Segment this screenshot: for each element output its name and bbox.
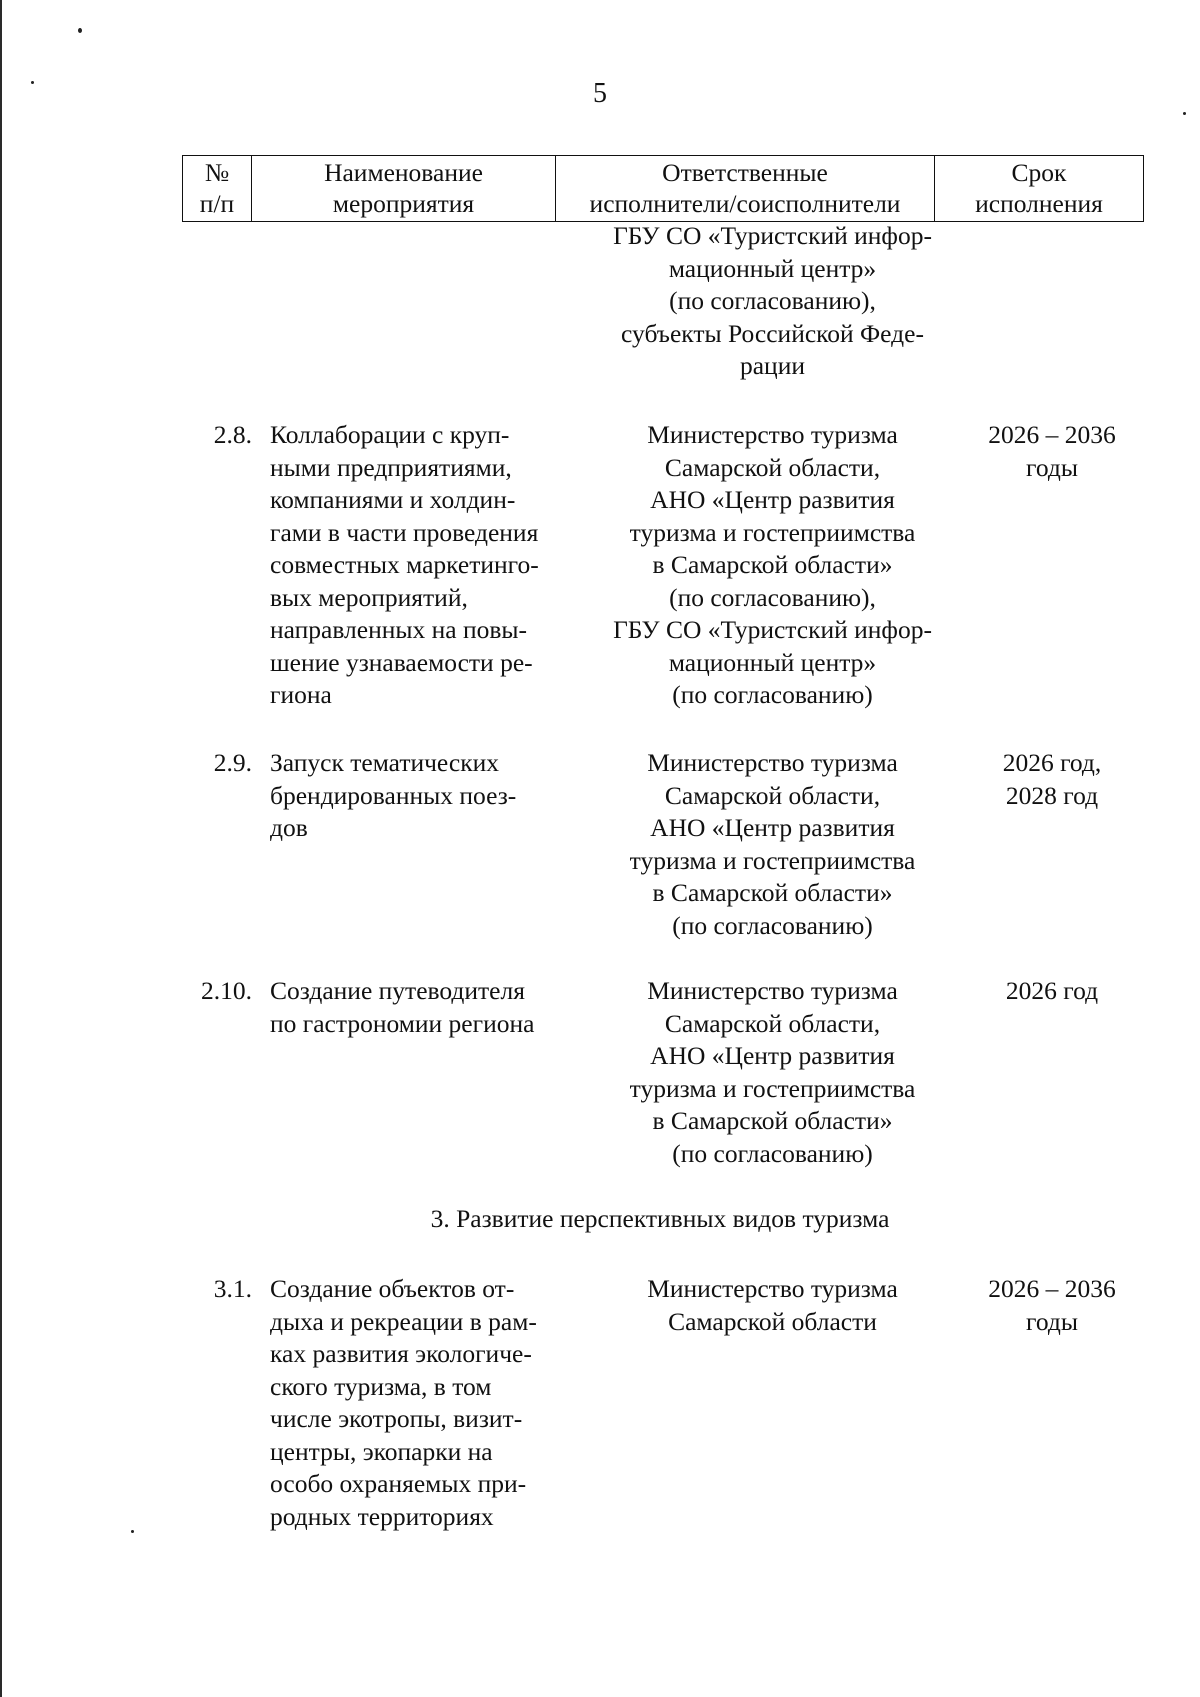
header-number: № п/п bbox=[183, 156, 252, 222]
section-title: 3. Развитие перспективных видов туризма bbox=[430, 1204, 890, 1233]
scan-speck bbox=[1183, 112, 1186, 115]
row-number: 2.10. bbox=[201, 976, 252, 1005]
responsible-cell: ГБУ СО «Туристский инфор- мационный центр» (по согласованию), субъекты Российской Феде- рации bbox=[613, 221, 932, 380]
scan-speck bbox=[78, 28, 82, 33]
event-name-cell: Коллаборации с круп- ными предприятиями, компаниями и холдин- гами в части проведения совместных маркетинго- вых мероприятий, направленных на повы- шение узнаваемости ре- гиона bbox=[270, 420, 539, 709]
scan-speck bbox=[131, 1530, 134, 1533]
responsible-cell: Министерство туризма Самарской области, АНО «Центр развития туризма и гостеприимства в Самарской области» (по согласованию), ГБУ СО «Туристский инфор- мационный центр» (по согласованию) bbox=[613, 420, 932, 709]
scan-edge bbox=[0, 0, 2, 1697]
responsible-cell: Министерство туризма Самарской области bbox=[647, 1274, 898, 1336]
term-cell: 2026 – 2036 годы bbox=[988, 1274, 1116, 1336]
event-name-cell: Создание путеводителя по гастрономии региона bbox=[270, 976, 535, 1038]
table-header bbox=[182, 155, 1144, 222]
page-number: 5 bbox=[593, 78, 607, 109]
header-responsible: Ответственные исполнители/соисполнители bbox=[556, 156, 935, 222]
row-number: 2.9. bbox=[213, 748, 252, 777]
term-cell: 2026 – 2036 годы bbox=[988, 420, 1116, 482]
row-number: 2.8. bbox=[213, 420, 252, 449]
responsible-cell: Министерство туризма Самарской области, АНО «Центр развития туризма и гостеприимства в Самарской области» (по согласованию) bbox=[629, 748, 916, 940]
term-cell: 2026 год bbox=[1005, 976, 1099, 1005]
row-number: 3.1. bbox=[213, 1274, 252, 1303]
header-term: Срок исполнения bbox=[935, 156, 1144, 222]
event-name-cell: Запуск тематических брендированных поез- дов bbox=[270, 748, 517, 842]
term-cell: 2026 год, 2028 год bbox=[1002, 748, 1102, 810]
header-name: Наименование мероприятия bbox=[252, 156, 556, 222]
event-name-cell: Создание объектов от- дыха и рекреации в рам- ках развития экологиче- ского туризма, в том числе экотропы, визит- центры, экопарки на особо охраняемых при- родных территориях bbox=[270, 1274, 537, 1531]
responsible-cell: Министерство туризма Самарской области, АНО «Центр развития туризма и гостеприимства в Самарской области» (по согласованию) bbox=[629, 976, 916, 1168]
